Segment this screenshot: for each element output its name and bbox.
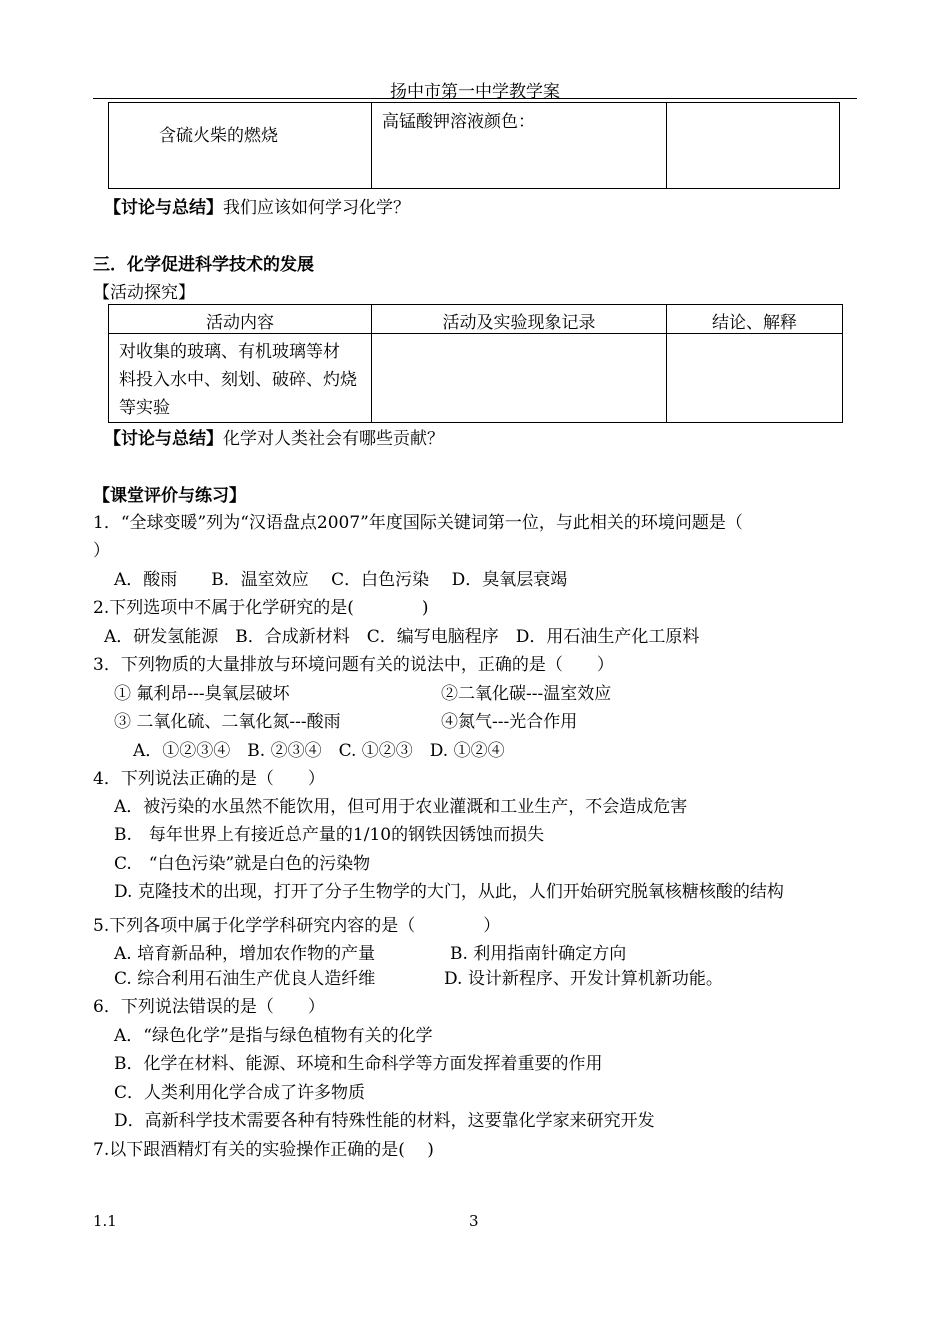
q6-option: A．“绿色化学”是指与绿色植物有关的化学 xyxy=(114,1026,433,1046)
q1-options: A．酸雨 B．温室效应 C．白色污染 D．臭氧层衰竭 xyxy=(114,570,568,590)
q5-option: D. 设计新程序、开发计算机新功能。 xyxy=(444,969,723,989)
q4-option: D. 克隆技术的出现，打开了分子生物学的大门，从此，人们开始研究脱氧核糖核酸的结构 xyxy=(114,882,784,902)
activity-label: 【活动探究】 xyxy=(93,283,195,303)
q3-item: ④氮气---光合作用 xyxy=(441,712,578,732)
activity-table xyxy=(108,304,843,423)
discussion-2-text: 化学对人类社会有哪些贡献？ xyxy=(223,429,444,449)
q2-stem: 2.下列选项中不属于化学研究的是( ) xyxy=(93,598,429,618)
q7-stem: 7.以下跟酒精灯有关的实验操作正确的是( ) xyxy=(93,1140,434,1160)
q3-stem: 3．下列物质的大量排放与环境问题有关的说法中，正确的是（ ） xyxy=(93,655,614,675)
q6-stem: 6．下列说法错误的是（ ） xyxy=(93,997,325,1017)
table1-record-text: 高锰酸钾溶液颜色： xyxy=(382,112,535,132)
footer-version: 1.1 xyxy=(93,1212,117,1230)
table2-header-record: 活动及实验现象记录 xyxy=(372,305,667,334)
q6-option: D．高新科学技术需要各种有特殊性能的材料，这要靠化学家来研究开发 xyxy=(114,1111,655,1131)
q1-stem: 1．“全球变暖”列为“汉语盘点2007”年度国际关键词第一位，与此相关的环境问题是（ xyxy=(93,513,743,533)
section-3-title: 三．化学促进科学技术的发展 xyxy=(93,255,314,275)
q3-item: ① 氟利昂---臭氧层破坏 xyxy=(114,684,290,704)
q2-options: A．研发氢能源 B．合成新材料 C．编写电脑程序 D．用石油生产化工原料 xyxy=(104,627,700,647)
table2-content-line: 等实验 xyxy=(119,398,170,418)
table2-cell-content xyxy=(109,334,372,423)
q4-option: C. “白色污染”就是白色的污染物 xyxy=(114,854,371,874)
q5-option: A. 培育新品种，增加农作物的产量 xyxy=(114,944,376,964)
page-header-title: 扬中市第一中学教学案 xyxy=(390,82,560,102)
q4-option: A．被污染的水虽然不能饮用，但可用于农业灌溉和工业生产，不会造成危害 xyxy=(114,797,688,817)
q6-option: B．化学在材料、能源、环境和生命科学等方面发挥着重要的作用 xyxy=(114,1054,603,1074)
table1-cell-activity xyxy=(109,103,372,189)
table2-cell-record xyxy=(372,334,667,423)
q6-option: C．人类利用化学合成了许多物质 xyxy=(114,1083,366,1103)
q1-stem-end: ） xyxy=(93,541,110,561)
q3-item: ③ 二氧化硫、二氧化氮---酸雨 xyxy=(114,712,341,732)
table2-content-line: 对收集的玻璃、有机玻璃等材 xyxy=(119,342,340,362)
discussion-1-label: 【讨论与总结】 xyxy=(104,198,223,218)
table2-header-content: 活动内容 xyxy=(109,305,372,334)
table1-cell-record xyxy=(372,103,667,189)
table2-content-line: 料投入水中、刻划、破碎、灼烧 xyxy=(119,370,357,390)
experiment-table-continued xyxy=(108,102,840,189)
q4-stem: 4．下列说法正确的是（ ） xyxy=(93,769,325,789)
discussion-2-label: 【讨论与总结】 xyxy=(104,429,223,449)
table2-cell-conclusion xyxy=(667,334,843,423)
table2-header-conclusion: 结论、解释 xyxy=(667,305,843,334)
q3-options: A．①②③④ B. ②③④ C. ①②③ D. ①②④ xyxy=(133,741,505,761)
practice-title: 【课堂评价与练习】 xyxy=(93,486,246,506)
q4-option: B. 每年世界上有接近总产量的1/10的钢铁因锈蚀而损失 xyxy=(114,825,545,845)
discussion-2 xyxy=(104,424,444,449)
discussion-1 xyxy=(104,193,410,218)
discussion-1-text: 我们应该如何学习化学？ xyxy=(223,198,410,218)
q3-item: ②二氧化碳---温室效应 xyxy=(441,684,612,704)
q5-option: C. 综合利用石油生产优良人造纤维 xyxy=(114,969,376,989)
table1-activity-text: 含硫火柴的燃烧 xyxy=(159,126,278,146)
footer-page-number: 3 xyxy=(469,1212,479,1230)
q5-stem: 5.下列各项中属于化学学科研究内容的是（ ） xyxy=(93,916,501,936)
header-rule xyxy=(93,98,857,99)
q5-option: B. 利用指南针确定方向 xyxy=(450,944,627,964)
table1-cell-conclusion xyxy=(667,103,840,189)
